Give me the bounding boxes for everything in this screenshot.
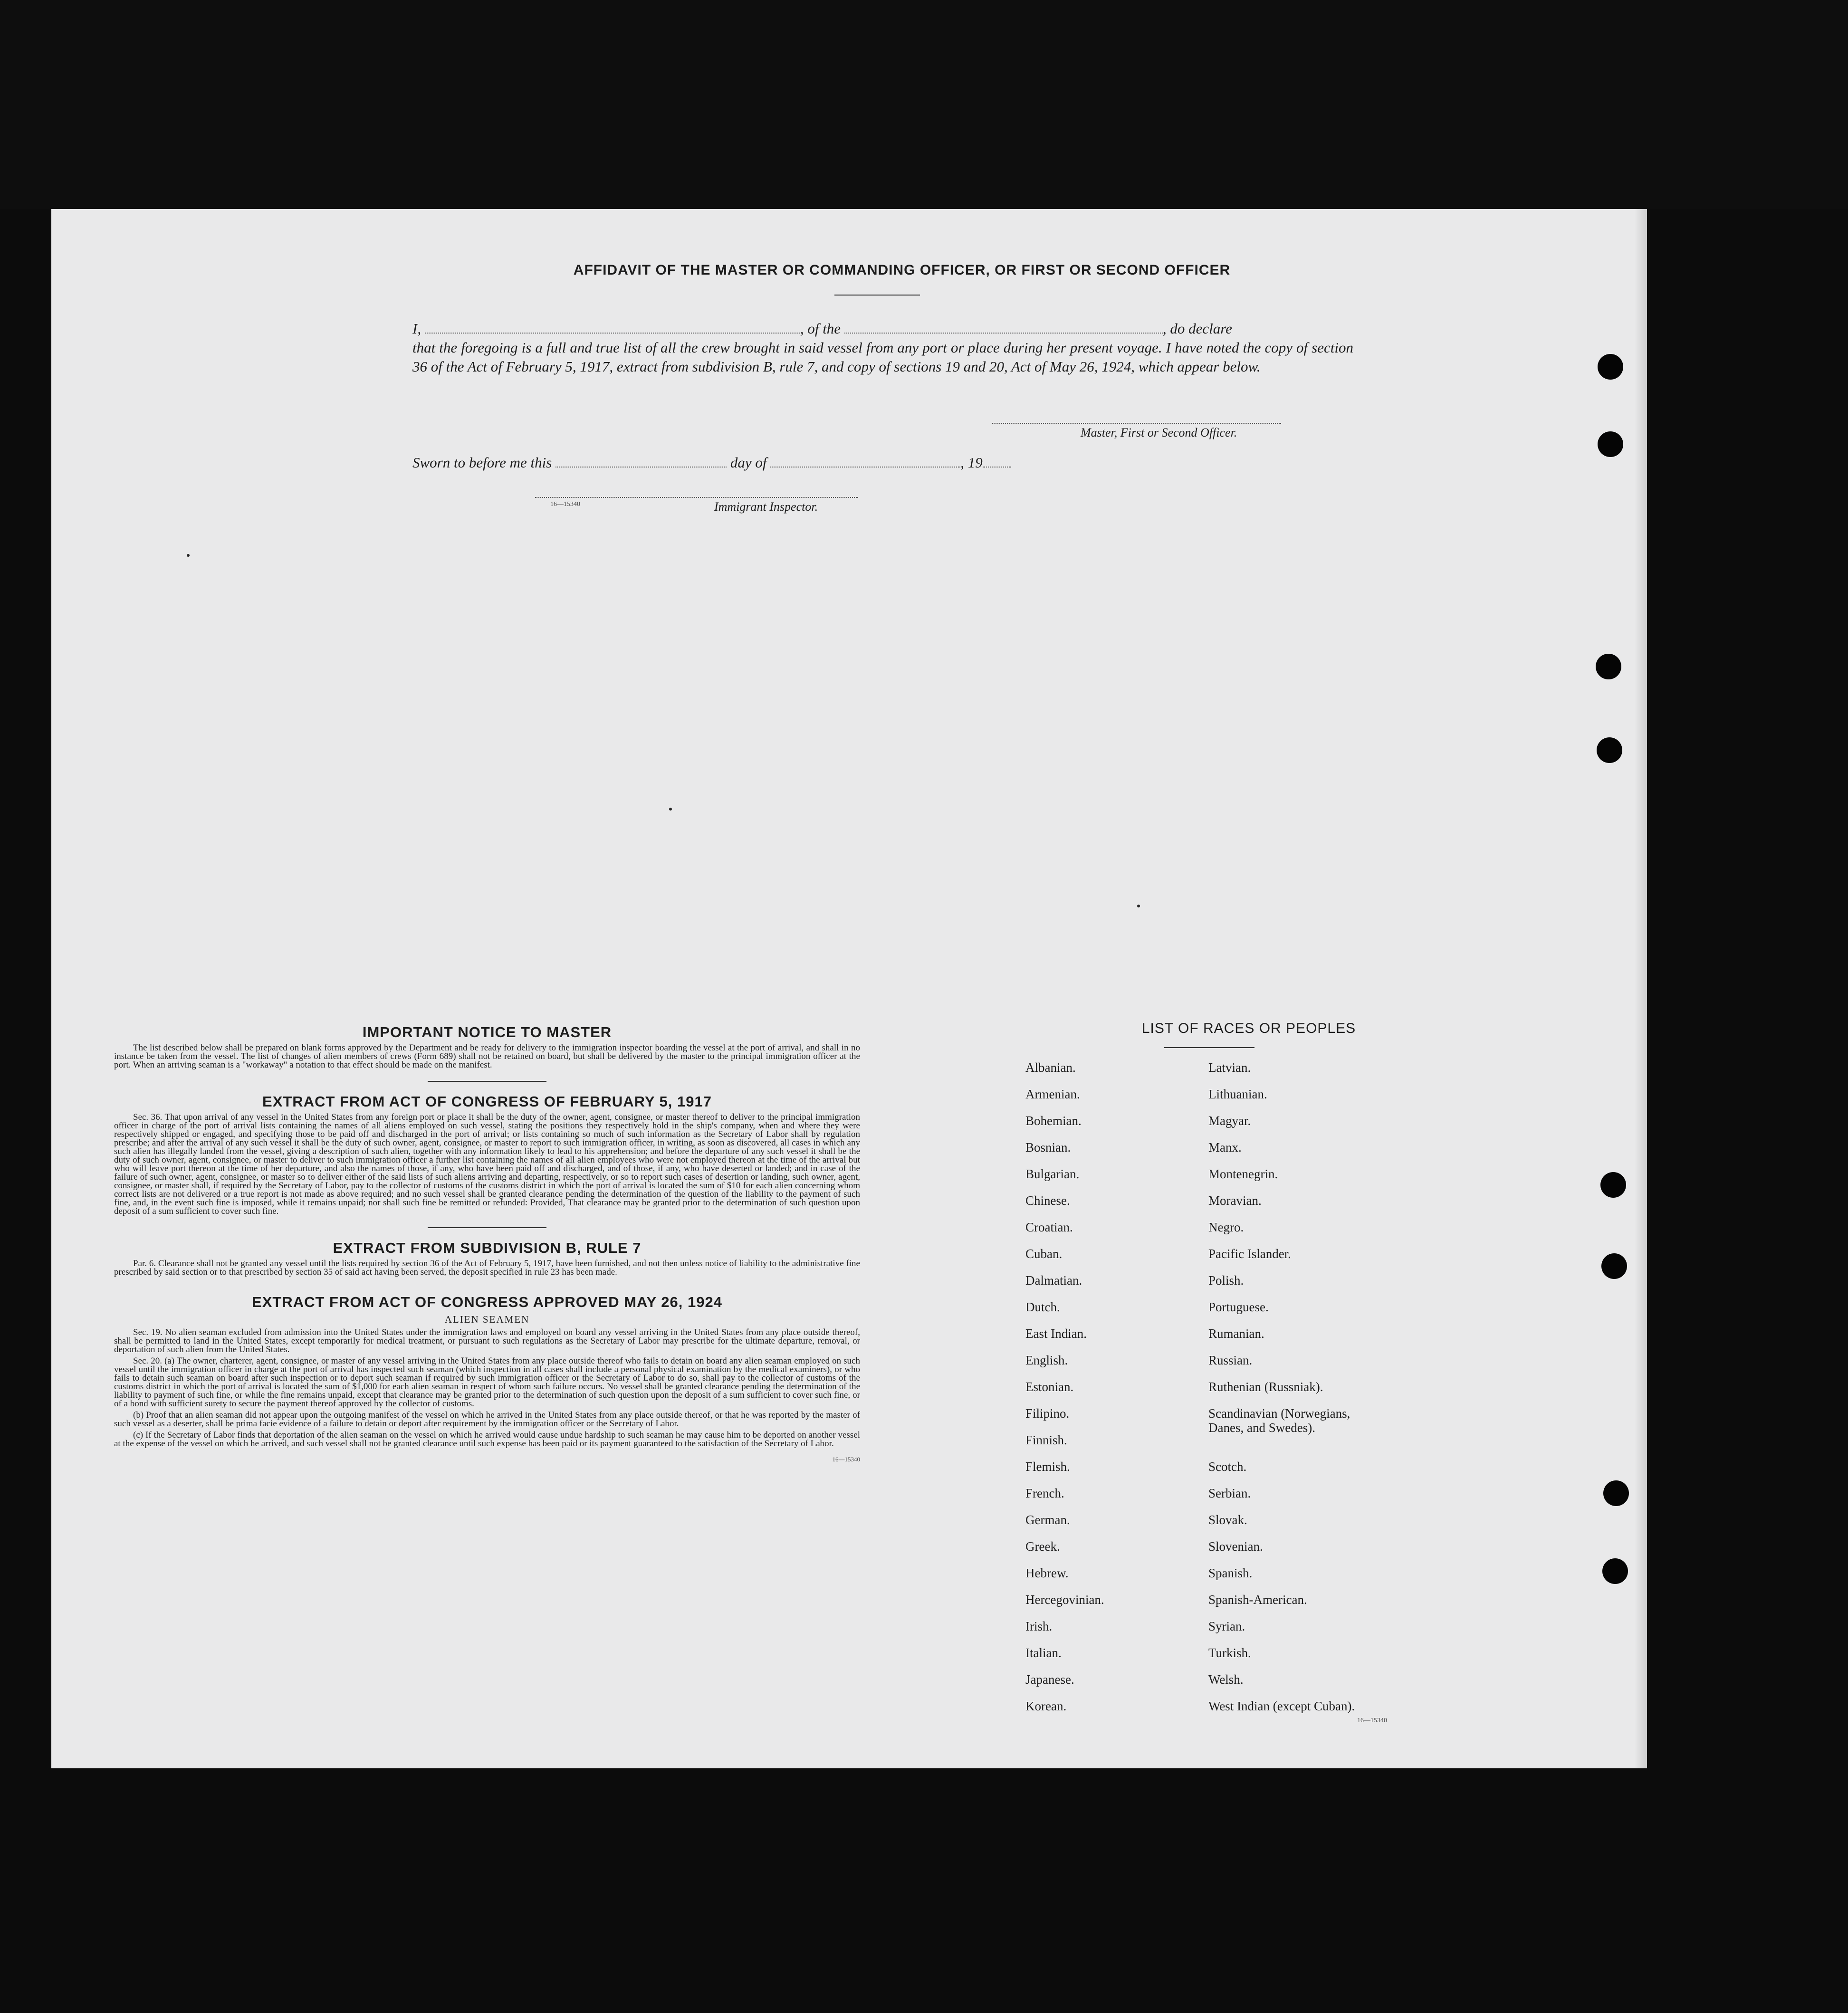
race-item: Negro. <box>1208 1220 1244 1234</box>
affidavit-title: AFFIDAVIT OF THE MASTER OR COMMANDING OFFICER, OR FIRST OR SECOND OFFICER <box>573 262 1231 278</box>
binder-hole <box>1601 1253 1627 1279</box>
race-item <box>1208 1433 1501 1460</box>
sworn-line <box>412 453 1078 472</box>
master-signature-line[interactable] <box>992 423 1281 424</box>
race-item: Russian. <box>1208 1353 1253 1367</box>
race-item: East Indian. <box>1025 1326 1087 1341</box>
form-number: 16—15340 <box>550 501 580 508</box>
race-item: Ruthenian (Russniak). <box>1208 1380 1323 1394</box>
sworn-day-field[interactable] <box>555 457 727 467</box>
race-item: Japanese. <box>1025 1672 1074 1687</box>
race-item: West Indian (except Cuban). <box>1208 1699 1355 1713</box>
divider <box>428 1227 546 1228</box>
race-item: Scandinavian (Norwegians, Danes, and Swedes). <box>1208 1406 1350 1435</box>
race-item: Bulgarian. <box>1025 1167 1080 1181</box>
legal-extracts <box>114 1024 860 1463</box>
sworn-year-field[interactable] <box>983 457 1011 467</box>
race-item: Hebrew. <box>1025 1566 1069 1580</box>
alien-seamen-subtitle: ALIEN SEAMEN <box>444 1314 530 1325</box>
binder-hole <box>1598 354 1623 380</box>
race-item: Slovenian. <box>1208 1539 1263 1554</box>
day-of-label: day of <box>730 454 767 471</box>
race-item: Lithuanian. <box>1208 1087 1267 1101</box>
sworn-prefix: Sworn to before me this <box>412 454 552 471</box>
race-item: Estonian. <box>1025 1380 1074 1394</box>
races-title: LIST OF RACES OR PEOPLES <box>1141 1021 1356 1036</box>
do-declare-label: , do declare <box>1162 320 1232 337</box>
race-item: Bohemian. <box>1025 1114 1082 1128</box>
sec20c-text: (c) If the Secretary of Labor finds that deportation of the alien seaman on the vessel on which he arrived would cause undue hardship to such seaman he may cause him to be deported on another vessel at the expense of the vessel on which he arrived, and such vessel shall not be granted clearance until such expense has been paid or its payment guaranteed to the satisfaction of the Secretary of Labor. <box>114 1430 860 1449</box>
race-item: Latvian. <box>1208 1060 1251 1075</box>
race-item: Greek. <box>1025 1539 1060 1554</box>
subdivision-b-title: EXTRACT FROM SUBDIVISION B, RULE 7 <box>333 1240 642 1256</box>
binder-hole <box>1602 1558 1628 1584</box>
binder-hole <box>1603 1480 1629 1506</box>
binder-hole <box>1597 737 1622 763</box>
sec19-text: Sec. 19. No alien seaman excluded from admission into the United States under the immigration laws and employed on board any vessel arriving in the United States from any place outside thereof, shall be permitted to land in the United States, except temporarily for medical treatment, or pursuant to such regulations as the Secretary of Labor may prescribe for the ultimate departure, removal, or deportation of such alien from the United States. <box>114 1327 860 1355</box>
race-item: Croatian. <box>1025 1220 1073 1234</box>
race-item: Welsh. <box>1208 1672 1244 1687</box>
extract-1917-title: EXTRACT FROM ACT OF CONGRESS OF FEBRUARY 5, 1917 <box>262 1093 712 1110</box>
declarant-name-field[interactable] <box>425 323 800 334</box>
race-item: Chinese. <box>1025 1193 1070 1208</box>
manifest-page <box>51 209 1647 1768</box>
race-item: Serbian. <box>1208 1486 1251 1500</box>
race-item: Bosnian. <box>1025 1140 1071 1154</box>
title-rule <box>834 295 920 296</box>
races-rule <box>1164 1047 1254 1048</box>
sec20b-text: (b) Proof that an alien seaman did not appear upon the outgoing manifest of the vessel on which he arrived in the United States from any place outside thereof, or that he was reported by the master of such vessel as a deserter, shall be prima facie evidence of a failure to detain or deport after requirement by the immigration officer or the Secretary of Labor. <box>114 1410 860 1429</box>
race-item: Dalmatian. <box>1025 1273 1082 1288</box>
race-item: English. <box>1025 1353 1068 1367</box>
race-item: Cuban. <box>1025 1247 1063 1261</box>
race-item: Moravian. <box>1208 1193 1262 1208</box>
race-item: Dutch. <box>1025 1300 1060 1314</box>
extract-1924-title: EXTRACT FROM ACT OF CONGRESS APPROVED MAY 26, 1924 <box>252 1294 722 1310</box>
race-item: Korean. <box>1025 1699 1067 1713</box>
inspector-signature-line[interactable] <box>535 497 858 498</box>
race-item: Pacific Islander. <box>1208 1247 1291 1261</box>
speck <box>187 554 190 557</box>
extract-1917-text: Sec. 36. That upon arrival of any vessel in the United States from any foreign port or place it shall be the duty of the owner, agent, consignee, or master thereof to deliver to the principal immigration officer in charge of the port of arrival lists containing the names of all aliens employed on such vessel, stating the positions they respectively hold in the ship's company, when and where they were respectively shipped or engaged, and specifying those to be paid off and discharged in the port of arrival; or lists containing so much of such information as the Secretary of Labor shall by regulation prescribe; and after the arrival of any such vessel it shall be the duty of such owner, agent, consignee, or master to report to such immigration officer, in writing, as soon as discovered, all cases in which any such alien has illegally landed from the vessel, giving a description of such alien, together with any information likely to lead to his apprehension; and before the departure of any such vessel it shall be the duty of such owner, agent, consignee, or master to deliver to such immigration officer a further list containing the names of all alien employees who were not employed thereon at the time of the arrival but who will leave port thereon at the time of her departure, and also the names of those, if any, who have been paid off and discharged, and of those, if any, who have deserted or landed; and in case of the failure of such owner, agent, consignee, or master so to deliver either of the said lists of such aliens arriving and departing, respectively, or so to report such cases of desertion or landing, such owner, agent, consignee, or master shall, if required by the Secretary of Labor, pay to the collector of customs of the customs district in which the port of arrival is located the sum of $10 for each alien concerning whom correct lists are not delivered or a true report is not made as above required; and no such vessel shall be granted clearance pending the determination of the question of the liability to the payment of such fine, and, in the event such fine is imposed, while it remains unpaid; nor shall such fine be remitted or refunded: Provided, That clearance may be granted prior to the determination of such question upon deposit of a sum sufficient to cover such fine. <box>114 1112 860 1216</box>
master-signature-label: Master, First or Second Officer. <box>1081 426 1237 439</box>
race-item: Spanish. <box>1208 1566 1253 1580</box>
race-item: French. <box>1025 1486 1064 1500</box>
of-the-label: , of the <box>800 320 841 337</box>
race-item: Montenegrin. <box>1208 1167 1278 1181</box>
sec20a-text: Sec. 20. (a) The owner, charterer, agent, consignee, or master of any vessel arriving in the United States from any place outside thereof who fails to detain on board any alien seaman employed on such vessel until the immigration officer in charge at the port of arrival has inspected such seaman (which inspection in all cases shall include a personal physical examination by the medical examiners), or who fails to detain such seaman on board after such inspection or to deport such seaman if required by such immigration officer or the Secretary of Labor to do so, shall pay to the collector of customs of the customs district in which the port of arrival is located the sum of $1,000 for each alien seaman in respect of whom such failure occurs. No vessel shall be granted clearance pending the determination of the liability to payment of such fine, or while the fine remains unpaid, except that clearance may be granted prior to the determination of such question upon the deposit of a sum sufficient to cover such fine, or of a bond with sufficient surety to secure the payment thereof approved by the collector of customs. <box>114 1356 860 1409</box>
races-form-number: 16—15340 <box>1357 1717 1387 1724</box>
races-list <box>1025 1060 1501 1726</box>
race-item: Slovak. <box>1208 1513 1247 1527</box>
race-item: Portuguese. <box>1208 1300 1269 1314</box>
inspector-label: Immigrant Inspector. <box>714 500 818 514</box>
scan-background <box>0 0 1848 209</box>
race-item: Armenian. <box>1025 1087 1080 1101</box>
affidavit-statement: that the foregoing is a full and true list of all the crew brought in said vessel from any port or place during her present voyage. I have noted the copy of section 36 of the Act of February 5, 1917, extract from subdivision B, rule 7, and copy of sections 19 and 20, Act of May 26, 1924, which appear below. <box>412 339 1353 375</box>
race-item: Filipino. <box>1025 1406 1070 1421</box>
notice-text: The list described below shall be prepared on blank forms approved by the Department and be ready for delivery to the immigration inspector boarding the vessel at the port of arrival, and shall in no instance be taken from the vessel. The list of changes of alien members of crews (Form 689) shall not be retained on board, but shall be delivered by the master to the principal immigration officer at the port. When an arriving seaman is a "workaway" a notation to that effect should be made on the manifest. <box>114 1043 860 1070</box>
race-item: Spanish-American. <box>1208 1593 1307 1607</box>
race-item: Italian. <box>1025 1646 1062 1660</box>
race-item: Turkish. <box>1208 1646 1251 1660</box>
form-number: 16—15340 <box>832 1456 860 1463</box>
race-item: Syrian. <box>1208 1619 1245 1633</box>
race-item: Albanian. <box>1025 1060 1076 1075</box>
race-item: Polish. <box>1208 1273 1244 1288</box>
speck <box>1137 905 1140 907</box>
race-item: Magyar. <box>1208 1114 1251 1128</box>
binder-hole <box>1596 654 1621 679</box>
binder-hole <box>1598 431 1623 457</box>
divider <box>428 1081 546 1082</box>
race-item: Rumanian. <box>1208 1326 1264 1341</box>
sworn-month-field[interactable] <box>770 457 960 467</box>
race-item: Scotch. <box>1208 1460 1247 1474</box>
race-item: Flemish. <box>1025 1460 1070 1474</box>
declaration-line <box>412 319 1353 338</box>
notice-title: IMPORTANT NOTICE TO MASTER <box>362 1024 612 1040</box>
race-item: Hercegovinian. <box>1025 1593 1104 1607</box>
declarant-prefix: I, <box>412 320 421 337</box>
affidavit-body <box>412 319 1353 376</box>
year-prefix: , 19 <box>960 454 983 471</box>
subdivision-b-text: Par. 6. Clearance shall not be granted any vessel until the lists required by section 36 of the Act of February 5, 1917, have been furnished, and not then unless notice of liability to the administrative fine prescribed by said section or to that prescribed by section 35 of said act having been served, the deposit specified in rule 23 has been made. <box>114 1259 860 1277</box>
race-item: German. <box>1025 1513 1070 1527</box>
race-item: Manx. <box>1208 1140 1242 1154</box>
speck <box>669 808 672 811</box>
race-item: Irish. <box>1025 1619 1053 1633</box>
vessel-name-field[interactable] <box>844 323 1163 334</box>
binder-hole <box>1600 1172 1626 1198</box>
race-item: Finnish. <box>1025 1433 1067 1447</box>
